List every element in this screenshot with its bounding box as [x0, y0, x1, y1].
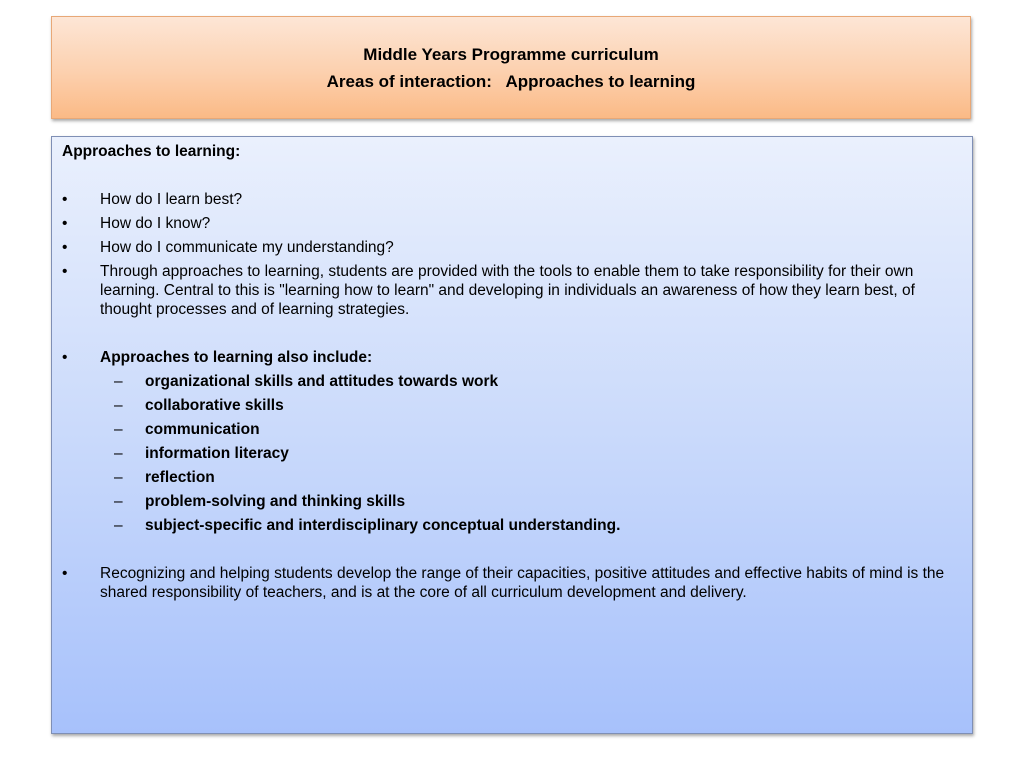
bullet-text: How do I know?	[100, 215, 211, 232]
dash-marker: –	[114, 469, 123, 486]
bullet-question-3	[62, 238, 962, 257]
dash-marker: –	[114, 445, 123, 462]
bullet-text: Approaches to learning also include:	[100, 349, 373, 366]
bullet-recognizing	[62, 564, 962, 602]
bullet-through-approaches	[62, 262, 962, 319]
sub-item-text: organizational skills and attitudes towards work	[145, 373, 499, 390]
sub-item-text: collaborative skills	[145, 397, 284, 414]
bullet-marker: •	[62, 239, 68, 256]
bullet-list	[62, 190, 962, 602]
sub-item-text: reflection	[145, 469, 215, 486]
dash-marker: –	[114, 493, 123, 510]
bullet-text: How do I learn best?	[100, 191, 243, 208]
sub-item-communication	[100, 420, 962, 439]
bullet-marker: •	[62, 565, 68, 582]
sub-item-text: subject-specific and interdisciplinary conceptual understanding.	[145, 517, 621, 534]
sub-item-collaborative-skills	[100, 396, 962, 415]
sub-item-organizational-skills	[100, 372, 962, 391]
dash-marker: –	[114, 421, 123, 438]
sub-list	[100, 372, 962, 535]
bullet-text: Recognizing and helping students develop the range of their capacities, positive attitudes and effective habits of mind is the shared responsibility of teachers, and is at the core of all curriculum development and delivery.	[100, 565, 945, 601]
sub-item-information-literacy	[100, 444, 962, 463]
bullet-marker: •	[62, 215, 68, 232]
slide-title-line-1: Middle Years Programme curriculum	[363, 44, 659, 64]
sub-item-text: communication	[145, 421, 260, 438]
sub-item-problem-solving	[100, 492, 962, 511]
sub-item-text: problem-solving and thinking skills	[145, 493, 406, 510]
dash-marker: –	[114, 397, 123, 414]
bullet-marker: •	[62, 191, 68, 208]
bullet-text: Through approaches to learning, students are provided with the tools to enable them to take responsibility for their own learning. Central to this is "learning how to learn" and developing in individuals an awareness of how they learn best, of thought processes and of learning strategies.	[100, 263, 915, 318]
bullet-also-include	[62, 348, 962, 535]
bullet-marker: •	[62, 263, 68, 280]
slide-title-box	[51, 16, 971, 119]
bullet-question-2	[62, 214, 962, 233]
bullet-question-1	[62, 190, 962, 209]
bullet-text: How do I communicate my understanding?	[100, 239, 394, 256]
sub-item-text: information literacy	[145, 445, 289, 462]
bullet-marker: •	[62, 349, 68, 366]
sub-item-reflection	[100, 468, 962, 487]
dash-marker: –	[114, 373, 123, 390]
slide-title-line-2: Areas of interaction: Approaches to learning	[326, 71, 696, 91]
content-heading: Approaches to learning:	[62, 143, 241, 160]
dash-marker: –	[114, 517, 123, 534]
slide-content-box	[51, 136, 973, 734]
sub-item-subject-specific	[100, 516, 962, 535]
